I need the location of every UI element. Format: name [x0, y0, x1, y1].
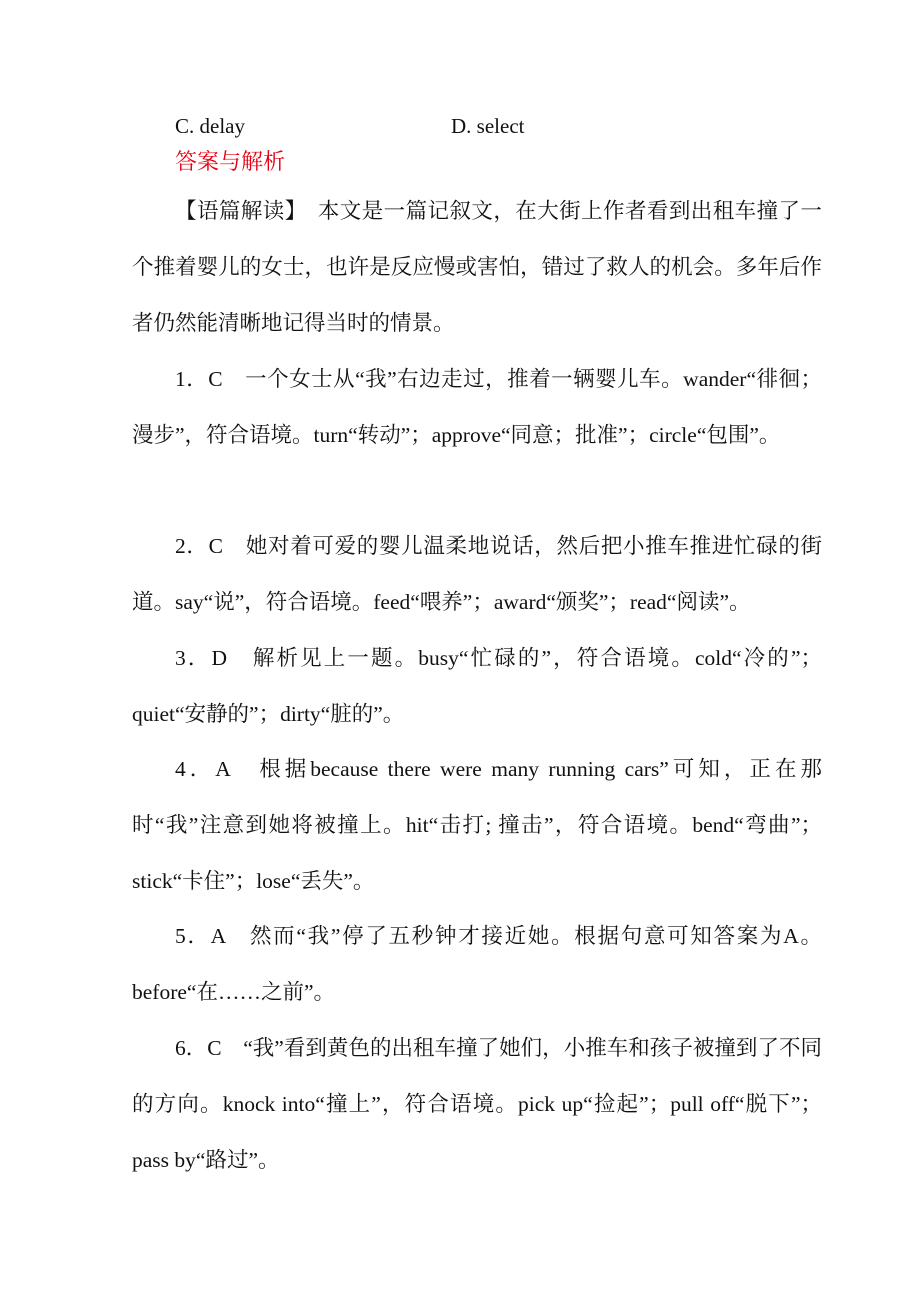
answer-explanation-3: 3．D 解析见上一题。busy“忙碌的”，符合语境。cold“冷的”；quiet“安静的”；dirty“脏的”。	[132, 646, 822, 726]
answer-explanation-4: 4．A 根据because there were many running cars”可知，正在那时“我”注意到她将被撞上。hit“击打; 撞击”，符合语境。bend“弯曲”；stick“卡住”；lose“丢失”。	[132, 757, 822, 893]
answer-explanation-6: 6．C “我”看到黄色的出租车撞了她们，小推车和孩子被撞到了不同的方向。knock into“撞上”，符合语境。pick up“捡起”；pull off“脱下”；pass by“路过”。	[132, 1036, 822, 1172]
answers-heading: 答案与解析	[175, 150, 286, 175]
answer-options-row	[175, 112, 815, 140]
answer-explanation-5: 5．A 然而“我”停了五秒钟才接近她。根据句意可知答案为A。before“在……之前”。	[132, 924, 822, 1004]
option-d: D. select	[451, 114, 525, 138]
answer-explanation-2: 2．C 她对着可爱的婴儿温柔地说话，然后把小推车推进忙碌的街道。say“说”，符合语境。feed“喂养”；award“颁奖”；read“阅读”。	[132, 534, 822, 614]
option-c: C. delay	[175, 114, 245, 138]
answer-explanation-1: 1．C 一个女士从“我”右边走过，推着一辆婴儿车。wander“徘徊；漫步”，符合语境。turn“转动”；approve“同意；批准”；circle“包围”。	[132, 367, 822, 447]
passage-summary: 【语篇解读】 本文是一篇记叙文，在大街上作者看到出租车撞了一个推着婴儿的女士，也许是反应慢或害怕，错过了救人的机会。多年后作者仍然能清晰地记得当时的情景。	[132, 199, 822, 335]
